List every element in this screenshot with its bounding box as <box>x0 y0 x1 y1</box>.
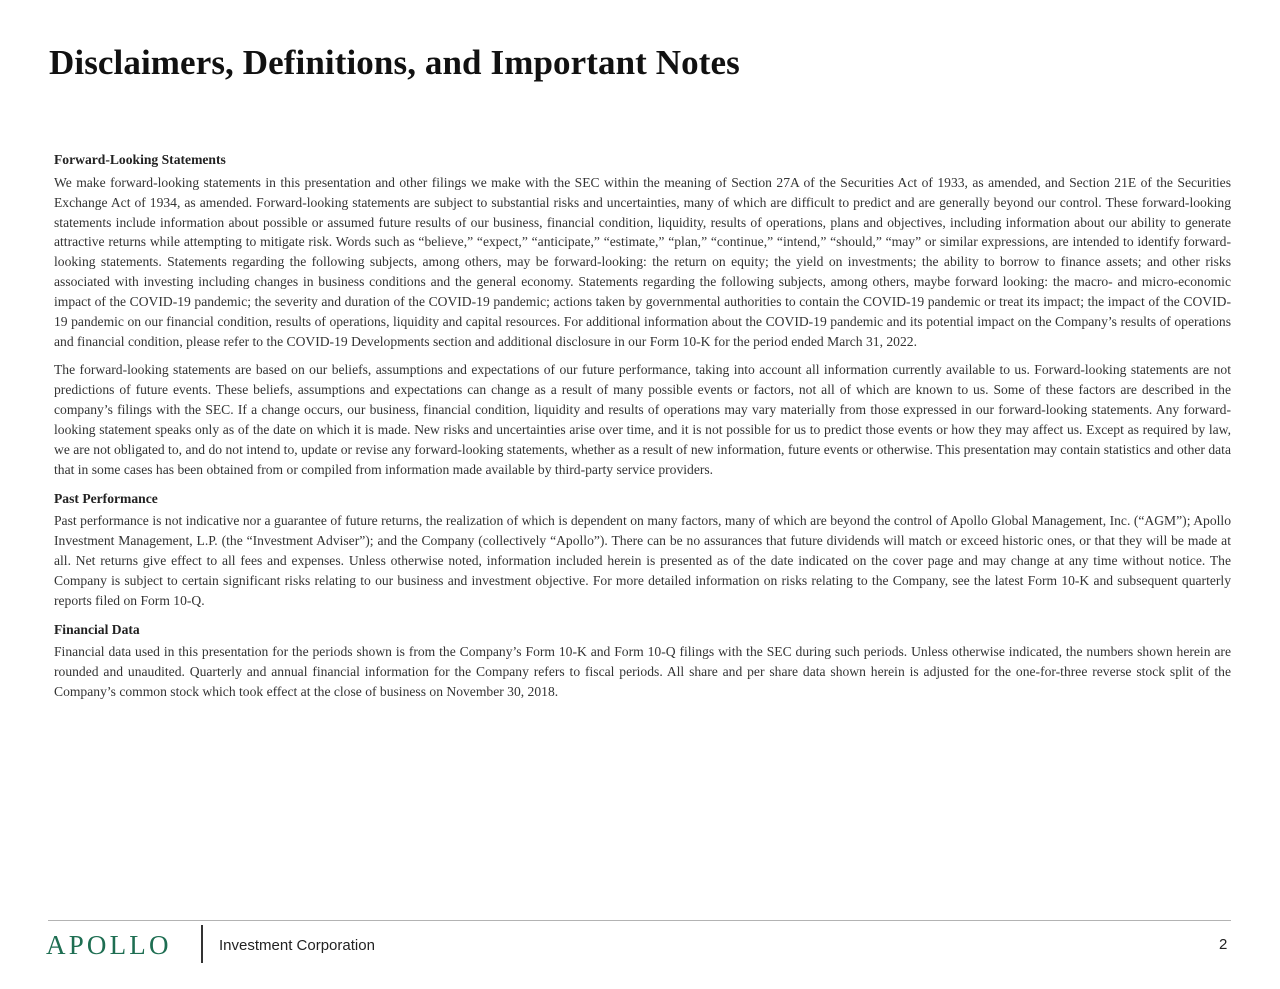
page-title: Disclaimers, Definitions, and Important Notes <box>49 43 740 82</box>
section-heading-financial-data: Financial Data <box>54 621 140 637</box>
paragraph-past-performance: Past performance is not indicative nor a guarantee of future returns, the realization of which is dependent on many factors, many of which are beyond the control of Apollo Global Management, Inc. (“AGM”); Apollo Investment Management, L.P. (the “Investment Adviser”); and the Company (collectively “Apollo”). There can be no assurances that future dividends will match or exceed historic ones, or that they will be made at all. Net returns give effect to all fees and expenses. Unless otherwise noted, information included herein is presented as of the date indicated on the cover page and may change at any time without notice. The Company is subject to certain significant risks relating to our business and investment objective. For more detailed information on risks relating to the Company, see the latest Form 10-K and subsequent quarterly reports filed on Form 10-Q. <box>54 513 1231 608</box>
paragraph-forward-looking-1: We make forward-looking statements in this presentation and other filings we make with the SEC within the meaning of Section 27A of the Securities Act of 1933, as amended, and Section 21E of the Securities Exchange Act of 1934, as amended. Forward-looking statements are subject to substantial risks and uncertainties, many of which are difficult to predict and are generally beyond our control. These forward-looking statements include information about possible or assumed future results of our business, financial condition, liquidity, results of operations, plans and objectives, including information about our ability to generate attractive returns while attempting to mitigate risk. Words such as “believe,” “expect,” “anticipate,” “estimate,” “plan,” “continue,” “intend,” “should,” “may” or similar expressions, are intended to identify forward-looking statements. Statements regarding the following subjects, among others, may be forward-looking: the return on equity; the yield on investments; the ability to borrow to finance assets; and other risks associated with investing including changes in business conditions and the general economy. Statements regarding the following subjects, among others, maybe forward looking: the macro- and micro-economic impact of the COVID-19 pandemic; the severity and duration of the COVID-19 pandemic; actions taken by governmental authorities to contain the COVID-19 pandemic or treat its impact; the impact of the COVID-19 pandemic on our financial condition, results of operations, liquidity and capital resources. For additional information about the COVID-19 pandemic and its potential impact on the Company’s results of operations and financial condition, please refer to the COVID-19 Developments section and additional disclosure in our Form 10-K for the period ended March 31, 2022. <box>54 174 1231 349</box>
company-name: Investment Corporation <box>219 937 375 954</box>
logo-divider <box>201 925 203 963</box>
footer-divider <box>48 920 1231 921</box>
section-financial-data <box>54 620 1231 702</box>
page-number: 2 <box>1219 936 1228 953</box>
section-forward-looking <box>54 150 1231 480</box>
section-heading-past-performance: Past Performance <box>54 490 158 506</box>
apollo-logo: APOLLO <box>46 930 172 960</box>
section-past-performance <box>54 489 1231 611</box>
paragraph-forward-looking-2: The forward-looking statements are based on our beliefs, assumptions and expectations of our future performance, taking into account all information currently available to us. Forward-looking statements are not predictions of future events. These beliefs, assumptions and expectations can change as a result of many possible events or factors, not all of which are known to us. Some of these factors are described in the company’s filings with the SEC. If a change occurs, our business, financial condition, liquidity and results of operations may vary materially from those expressed in our forward-looking statements. Any forward-looking statement speaks only as of the date on which it is made. New risks and uncertainties arise over time, and it is not possible for us to predict those events or how they may affect us. Except as required by law, we are not obligated to, and do not intend to, update or revise any forward-looking statements, whether as a result of new information, future events or otherwise. This presentation may contain statistics and other data that in some cases has been obtained from or compiled from information made available by third-party service providers. <box>54 362 1231 477</box>
paragraph-financial-data: Financial data used in this presentation for the periods shown is from the Company’s Form 10-K and Form 10-Q filings with the SEC during such periods. Unless otherwise indicated, the numbers shown herein are rounded and unaudited. Quarterly and annual financial information for the Company refers to fiscal periods. All share and per share data shown herein is adjusted for the one-for-three reverse stock split of the Company’s common stock which took effect at the close of business on November 30, 2018. <box>54 644 1231 700</box>
disclaimer-body <box>54 150 1231 711</box>
section-heading-forward-looking: Forward-Looking Statements <box>54 152 226 167</box>
